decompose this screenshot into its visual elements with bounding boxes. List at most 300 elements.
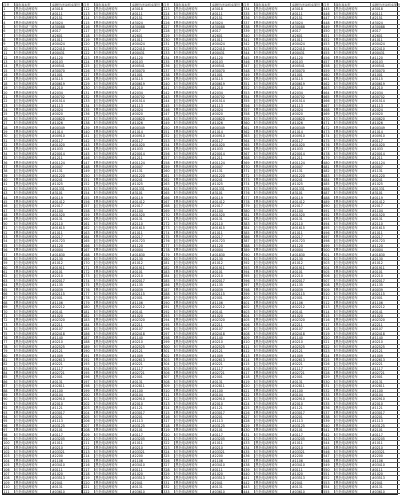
row-seq: 59 <box>3 261 15 265</box>
row-plate: #0201 <box>51 415 82 419</box>
row-color: 黑色电动两轮车 <box>175 38 211 42</box>
row-seq: 266 <box>163 196 175 200</box>
row-plate: #1210 <box>371 86 400 90</box>
row-color: 白色电动两轮车 <box>335 384 371 388</box>
row-seq: 244 <box>163 99 175 103</box>
row-plate: #00541 <box>131 64 162 68</box>
row-plate: #01514 <box>371 99 400 103</box>
row-color: 黑色电动两轮车 <box>255 165 291 169</box>
row-seq: 46 <box>3 204 15 208</box>
row-seq: 452 <box>323 38 335 42</box>
row-color: 黑色电动两轮车 <box>335 147 371 151</box>
vehicle-register-sheet <box>2 2 398 495</box>
row-seq: 204 <box>83 411 95 415</box>
row-color: 黑色电动两轮车 <box>95 424 131 428</box>
row-seq: 169 <box>83 257 95 261</box>
row-color: 黑色电动两轮车 <box>255 441 291 445</box>
row-seq: 516 <box>323 318 335 322</box>
row-seq: 454 <box>323 47 335 51</box>
row-plate: #1026 <box>371 121 400 125</box>
row-plate: #2101 <box>51 428 82 432</box>
row-color: 黑色电动两轮车 <box>15 389 51 393</box>
row-plate: #0117 <box>131 139 162 143</box>
row-seq: 513 <box>323 305 335 309</box>
row-color: 黑色电动两轮车 <box>175 253 211 257</box>
row-color: 白色电动两轮车 <box>255 437 291 441</box>
row-color: 红色电动两轮车 <box>335 64 371 68</box>
row-seq: 456 <box>323 56 335 60</box>
row-color: 白色电动两轮车 <box>15 191 51 195</box>
row-seq: 397 <box>243 283 255 287</box>
row-plate: #1100 <box>211 389 242 393</box>
row-seq: 528 <box>323 371 335 375</box>
row-seq: 267 <box>163 200 175 204</box>
row-seq: 412 <box>243 349 255 353</box>
row-seq: 310 <box>163 389 175 393</box>
row-seq: 464 <box>323 91 335 95</box>
row-plate: #2130 <box>211 257 242 261</box>
row-color: 黑色电动两轮车 <box>255 25 291 29</box>
row-seq: 163 <box>83 231 95 235</box>
row-seq: 149 <box>83 169 95 173</box>
row-seq: 11 <box>3 51 15 55</box>
row-seq: 138 <box>83 121 95 125</box>
row-color: 黑色电动两轮车 <box>15 340 51 344</box>
row-color: 红色电动两轮车 <box>255 12 291 16</box>
row-color: 黑色电动两轮车 <box>255 393 291 397</box>
row-plate: #01830 <box>291 253 322 257</box>
row-seq: 508 <box>323 283 335 287</box>
row-color: 黑色电动两轮车 <box>255 182 291 186</box>
row-seq: 137 <box>83 117 95 121</box>
row-color: 白色电动两轮车 <box>255 86 291 90</box>
row-color: 白色电动两轮车 <box>335 244 371 248</box>
row-color: 黑色电动两轮车 <box>255 459 291 463</box>
row-color: 黑色电动两轮车 <box>15 253 51 257</box>
row-plate: #22410 <box>211 47 242 51</box>
row-seq: 23 <box>3 104 15 108</box>
row-plate: #02212 <box>211 305 242 309</box>
row-plate: #3024 <box>371 21 400 25</box>
row-color: 白色电动两轮车 <box>335 402 371 406</box>
row-seq: 152 <box>83 182 95 186</box>
row-seq: 552 <box>323 476 335 480</box>
row-plate: #00820 <box>51 117 82 121</box>
row-color: 红色电动两轮车 <box>335 257 371 261</box>
row-color: 红色电动两轮车 <box>95 274 131 278</box>
row-seq: 234 <box>163 56 175 60</box>
row-plate: #0111 <box>371 468 400 472</box>
row-seq: 47 <box>3 209 15 213</box>
row-color: 黑色电动两轮车 <box>175 441 211 445</box>
row-seq: 73 <box>3 323 15 327</box>
row-plate: #1009 <box>131 354 162 358</box>
row-plate: #02320 <box>371 318 400 322</box>
row-seq: 113 <box>83 12 95 16</box>
row-seq: 140 <box>83 130 95 134</box>
row-color: 红色电动两轮车 <box>255 204 291 208</box>
row-plate: #01331 <box>371 187 400 191</box>
row-plate: #0201 <box>211 415 242 419</box>
row-seq: 360 <box>243 121 255 125</box>
row-color: 黑色电动两轮车 <box>15 318 51 322</box>
row-seq: 42 <box>3 187 15 191</box>
row-color: 白色电动两轮车 <box>95 191 131 195</box>
row-seq: 493 <box>323 217 335 221</box>
row-plate: #0221 <box>51 362 82 366</box>
row-plate: #0111 <box>131 12 162 16</box>
row-color: 黑色电动两轮车 <box>15 375 51 379</box>
row-seq: 403 <box>243 310 255 314</box>
row-color: 红色电动两轮车 <box>15 327 51 331</box>
row-seq: 176 <box>83 288 95 292</box>
row-plate: #2121 <box>51 349 82 353</box>
row-color: 黑色电动两轮车 <box>175 406 211 410</box>
row-color: 黑色电动两轮车 <box>335 7 371 11</box>
row-plate: #1020 <box>291 314 322 318</box>
row-seq: 320 <box>163 433 175 437</box>
row-plate: #0131 <box>371 217 400 221</box>
row-seq: 144 <box>83 147 95 151</box>
row-seq: 479 <box>323 156 335 160</box>
row-plate: #0111 <box>211 12 242 16</box>
row-plate: #01220 <box>291 174 322 178</box>
row-color: 白色电动两轮车 <box>335 367 371 371</box>
row-seq: 208 <box>83 428 95 432</box>
row-color: 白色电动两轮车 <box>95 156 131 160</box>
row-seq: 417 <box>243 371 255 375</box>
row-plate: #0131 <box>211 217 242 221</box>
row-seq: 21 <box>3 95 15 99</box>
row-plate: #1001 <box>371 73 400 77</box>
row-color: 黑色电动两轮车 <box>95 143 131 147</box>
row-color: 黑色电动两轮车 <box>335 323 371 327</box>
row-seq: 546 <box>323 450 335 454</box>
row-plate: #3018 <box>371 7 400 11</box>
row-plate: #2121 <box>371 349 400 353</box>
row-color: 白色电动两轮车 <box>15 454 51 458</box>
row-color: 黑色电动两轮车 <box>15 406 51 410</box>
row-plate: #0111 <box>211 468 242 472</box>
row-seq: 308 <box>163 380 175 384</box>
row-seq: 175 <box>83 283 95 287</box>
row-plate: #1009 <box>371 354 400 358</box>
row-color: 黑色电动两轮车 <box>335 424 371 428</box>
row-seq: 379 <box>243 204 255 208</box>
row-color: 白色电动两轮车 <box>15 69 51 73</box>
row-seq: 363 <box>243 134 255 138</box>
row-seq: 345 <box>243 56 255 60</box>
row-plate: #1001 <box>51 73 82 77</box>
row-seq: 324 <box>163 450 175 454</box>
row-seq: 405 <box>243 318 255 322</box>
row-plate: #01911 <box>371 266 400 270</box>
row-seq: 265 <box>163 191 175 195</box>
row-color: 白色电动两轮车 <box>255 314 291 318</box>
row-seq: 297 <box>163 332 175 336</box>
row-color: 红色电动两轮车 <box>15 257 51 261</box>
row-plate: #30088 <box>131 25 162 29</box>
row-plate: #03205 <box>51 437 82 441</box>
row-plate: #00702 <box>131 95 162 99</box>
row-seq: 166 <box>83 244 95 248</box>
row-seq: 329 <box>163 472 175 476</box>
row-seq: 383 <box>243 222 255 226</box>
row-plate: #2010 <box>371 402 400 406</box>
row-color: 红色电动两轮车 <box>255 134 291 138</box>
row-plate: #1100 <box>291 389 322 393</box>
row-seq: 468 <box>323 108 335 112</box>
row-seq: 344 <box>243 51 255 55</box>
row-seq: 501 <box>323 253 335 257</box>
row-plate: #02115 <box>371 292 400 296</box>
row-color: 黑色电动两轮车 <box>255 56 291 60</box>
row-color: 黑色电动两轮车 <box>175 248 211 252</box>
row-plate: #02115 <box>211 292 242 296</box>
row-color: 黑色电动两轮车 <box>15 196 51 200</box>
row-color: 白色电动两轮车 <box>15 139 51 143</box>
row-plate: #1009 <box>51 354 82 358</box>
row-plate: #01514 <box>131 99 162 103</box>
row-color: 红色电动两轮车 <box>335 152 371 156</box>
row-color: 红色电动两轮车 <box>15 169 51 173</box>
row-seq: 381 <box>243 213 255 217</box>
row-color: 红色电动两轮车 <box>335 134 371 138</box>
row-color: 黑色电动两轮车 <box>255 126 291 130</box>
row-plate: #0221 <box>291 362 322 366</box>
row-seq: 29 <box>3 130 15 134</box>
row-color: 白色电动两轮车 <box>15 419 51 423</box>
row-seq: 288 <box>163 292 175 296</box>
row-color: 黑色电动两轮车 <box>175 182 211 186</box>
row-seq: 196 <box>83 375 95 379</box>
row-plate: #0117 <box>211 139 242 143</box>
row-seq: 150 <box>83 174 95 178</box>
row-color: 红色电动两轮车 <box>335 380 371 384</box>
row-color: 白色电动两轮车 <box>95 16 131 20</box>
row-plate: #3024 <box>291 21 322 25</box>
row-color: 黑色电动两轮车 <box>255 463 291 467</box>
row-seq: 361 <box>243 126 255 130</box>
row-plate: #03125 <box>131 424 162 428</box>
row-plate: #02017 <box>371 279 400 283</box>
row-seq: 64 <box>3 283 15 287</box>
row-seq: 263 <box>163 182 175 186</box>
row-color: 红色电动两轮车 <box>15 415 51 419</box>
row-color: 黑色电动两轮车 <box>335 428 371 432</box>
row-seq: 375 <box>243 187 255 191</box>
row-color: 黑色电动两轮车 <box>15 446 51 450</box>
row-seq: 202 <box>83 402 95 406</box>
row-color: 红色电动两轮车 <box>255 362 291 366</box>
row-plate: #0107 <box>291 327 322 331</box>
row-plate: #1104 <box>371 209 400 213</box>
row-color: 红色电动两轮车 <box>95 99 131 103</box>
row-seq: 17 <box>3 77 15 81</box>
row-seq: 19 <box>3 86 15 90</box>
row-color: 白色电动两轮车 <box>335 314 371 318</box>
row-seq: 261 <box>163 174 175 178</box>
row-plate: #1121 <box>211 406 242 410</box>
row-seq: 282 <box>163 266 175 270</box>
row-plate: #0103 <box>51 60 82 64</box>
row-color: 黑色电动两轮车 <box>15 288 51 292</box>
row-plate: #1025 <box>211 182 242 186</box>
row-seq: 5 <box>3 25 15 29</box>
row-color: 白色电动两轮车 <box>95 121 131 125</box>
row-color: 白色电动两轮车 <box>95 261 131 265</box>
row-seq: 496 <box>323 231 335 235</box>
row-color: 红色电动两轮车 <box>15 82 51 86</box>
row-seq: 41 <box>3 182 15 186</box>
row-plate: #00619 <box>51 82 82 86</box>
row-plate: #00431 <box>291 51 322 55</box>
row-seq: 330 <box>163 476 175 480</box>
row-color: 黑色电动两轮车 <box>335 77 371 81</box>
row-seq: 155 <box>83 196 95 200</box>
row-color: 黑色电动两轮车 <box>255 73 291 77</box>
row-seq: 75 <box>3 332 15 336</box>
row-plate: #0107 <box>51 327 82 331</box>
row-color: 黑色电动两轮车 <box>335 56 371 60</box>
row-plate: #02525 <box>291 345 322 349</box>
row-color: 红色电动两轮车 <box>95 169 131 173</box>
row-plate: #03410 <box>51 463 82 467</box>
row-color: 红色电动两轮车 <box>15 292 51 296</box>
row-seq: 537 <box>323 411 335 415</box>
row-seq: 327 <box>163 463 175 467</box>
row-color: 黑色电动两轮车 <box>15 147 51 151</box>
row-seq: 346 <box>243 60 255 64</box>
row-plate: #2151 <box>211 16 242 20</box>
row-seq: 245 <box>163 104 175 108</box>
row-plate: #00541 <box>51 64 82 68</box>
row-plate: #2130 <box>371 257 400 261</box>
row-plate: #01911 <box>131 266 162 270</box>
row-color: 黑色电动两轮车 <box>335 161 371 165</box>
row-color: 黑色电动两轮车 <box>95 25 131 29</box>
header-plate: 车牌号/发动机车架号 <box>132 3 161 7</box>
row-seq: 544 <box>323 441 335 445</box>
row-seq: 377 <box>243 196 255 200</box>
row-plate: #00820 <box>131 117 162 121</box>
row-color: 白色电动两轮车 <box>95 226 131 230</box>
row-color: 黑色电动两轮车 <box>15 459 51 463</box>
row-plate: #2101 <box>211 428 242 432</box>
row-plate: #0131 <box>51 217 82 221</box>
row-color: 红色电动两轮车 <box>335 345 371 349</box>
row-seq: 506 <box>323 274 335 278</box>
row-seq: 494 <box>323 222 335 226</box>
row-color: 黑色电动两轮车 <box>95 95 131 99</box>
row-seq: 205 <box>83 415 95 419</box>
row-seq: 358 <box>243 112 255 116</box>
row-seq: 187 <box>83 336 95 340</box>
row-color: 黑色电动两轮车 <box>95 283 131 287</box>
row-plate: #03610 <box>211 490 242 494</box>
row-plate: #1011 <box>211 231 242 235</box>
row-color: 黑色电动两轮车 <box>95 393 131 397</box>
row-plate: #2034 <box>291 91 322 95</box>
row-color: 红色电动两轮车 <box>255 64 291 68</box>
row-color: 黑色电动两轮车 <box>95 56 131 60</box>
row-seq: 87 <box>3 384 15 388</box>
row-seq: 538 <box>323 415 335 419</box>
row-seq: 470 <box>323 117 335 121</box>
row-seq: 32 <box>3 143 15 147</box>
row-seq: 488 <box>323 196 335 200</box>
row-plate: #02017 <box>131 279 162 283</box>
row-plate: #01220 <box>211 174 242 178</box>
row-color: 黑色电动两轮车 <box>15 354 51 358</box>
row-plate: #1131 <box>51 169 82 173</box>
row-seq: 114 <box>83 16 95 20</box>
row-plate: #01520 <box>51 213 82 217</box>
row-color: 红色电动两轮车 <box>255 117 291 121</box>
header-plate: 车牌号/发动机车架号 <box>292 3 321 7</box>
row-seq: 3 <box>3 16 15 20</box>
row-seq: 349 <box>243 73 255 77</box>
row-color: 黑色电动两轮车 <box>255 354 291 358</box>
row-plate: #1131 <box>371 169 400 173</box>
row-plate: #0020 <box>211 112 242 116</box>
row-seq: 159 <box>83 213 95 217</box>
row-plate: #1011 <box>291 231 322 235</box>
row-seq: 68 <box>3 301 15 305</box>
row-seq: 505 <box>323 270 335 274</box>
row-seq: 33 <box>3 147 15 151</box>
row-color: 白色电动两轮车 <box>95 104 131 108</box>
row-plate: #1113 <box>291 419 322 423</box>
row-plate: #0117 <box>51 433 82 437</box>
row-seq: 332 <box>163 485 175 489</box>
row-plate: #30070 <box>291 69 322 73</box>
row-seq: 313 <box>163 402 175 406</box>
row-color: 白色电动两轮车 <box>175 104 211 108</box>
row-plate: #0131 <box>211 485 242 489</box>
row-plate: #00424 <box>291 42 322 46</box>
row-plate: #1120 <box>51 244 82 248</box>
row-seq: 364 <box>243 139 255 143</box>
row-plate: #0131 <box>291 485 322 489</box>
row-plate: #01331 <box>131 187 162 191</box>
row-seq: 437 <box>243 459 255 463</box>
row-seq: 367 <box>243 152 255 156</box>
row-plate: #1135 <box>371 283 400 287</box>
row-seq: 306 <box>163 371 175 375</box>
row-seq: 203 <box>83 406 95 410</box>
row-seq: 316 <box>163 415 175 419</box>
row-color: 白色电动两轮车 <box>255 121 291 125</box>
row-plate: #00431 <box>51 51 82 55</box>
row-color: 黑色电动两轮车 <box>15 64 51 68</box>
row-plate: #0007 <box>371 165 400 169</box>
row-color: 黑色电动两轮车 <box>175 323 211 327</box>
row-seq: 304 <box>163 362 175 366</box>
row-color: 红色电动两轮车 <box>175 468 211 472</box>
row-seq: 390 <box>243 253 255 257</box>
row-color: 黑色电动两轮车 <box>95 42 131 46</box>
row-color: 黑色电动两轮车 <box>15 283 51 287</box>
row-color: 黑色电动两轮车 <box>15 95 51 99</box>
row-seq: 296 <box>163 327 175 331</box>
row-color: 黑色电动两轮车 <box>335 354 371 358</box>
row-color: 红色电动两轮车 <box>335 117 371 121</box>
row-color: 白色电动两轮车 <box>335 226 371 230</box>
row-plate: #00619 <box>211 82 242 86</box>
row-plate: #1211 <box>371 156 400 160</box>
row-color: 黑色电动两轮车 <box>175 354 211 358</box>
